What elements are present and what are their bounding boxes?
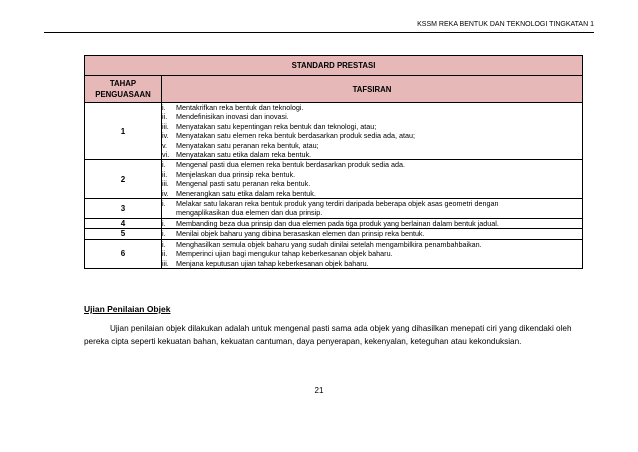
- item-text: Menghasilkan semula objek baharu yang sudah dinilai setelah mengambilkira penambahbaikan.: [176, 239, 482, 249]
- column-header-tafsiran: TAFSIRAN: [162, 76, 583, 103]
- header-divider: [44, 32, 594, 33]
- criteria-item: [162, 229, 582, 238]
- section-paragraph: [84, 323, 584, 348]
- page-number: 21: [314, 386, 324, 395]
- item-number: i.: [162, 239, 166, 249]
- criteria-item: [162, 179, 582, 188]
- level-cell: 4: [85, 218, 162, 228]
- item-text: Menyatakan satu peranan reka bentuk, atau;: [176, 140, 319, 150]
- item-text: Menyatakan satu etika dalam reka bentuk.: [176, 150, 312, 160]
- item-number: iii.: [162, 179, 169, 189]
- description-cell: [162, 218, 583, 228]
- item-number: i.: [162, 160, 166, 170]
- item-number: ii.: [162, 112, 168, 122]
- criteria-item: [162, 259, 582, 268]
- table-row: [85, 103, 583, 160]
- table-title: STANDARD PRESTASI: [85, 56, 583, 76]
- column-header-tahap: [85, 76, 162, 103]
- description-cell: [162, 229, 583, 239]
- item-number: ii.: [162, 169, 168, 179]
- table-row: [85, 229, 583, 239]
- criteria-item: [162, 141, 582, 150]
- item-text: Menjana keputusan ujian tahap keberkesanan objek baharu.: [176, 258, 369, 268]
- standard-prestasi-table: [84, 55, 583, 269]
- criteria-item: [162, 219, 582, 228]
- table-title-row: [85, 56, 583, 76]
- criteria-item: [162, 189, 582, 198]
- column-header-tahap-line1: TAHAP: [109, 79, 137, 88]
- criteria-item: [162, 240, 582, 249]
- table-header-row: [85, 76, 583, 103]
- item-number: ii.: [162, 249, 168, 259]
- criteria-item: [162, 199, 582, 208]
- item-number: vi.: [162, 150, 170, 160]
- description-cell: [162, 160, 583, 199]
- item-number: iii.: [162, 121, 169, 131]
- level-cell: 1: [85, 103, 162, 160]
- description-cell: [162, 103, 583, 160]
- level-cell: 3: [85, 199, 162, 219]
- item-text: Mengenal pasti satu peranan reka bentuk.: [176, 179, 311, 189]
- level-cell: 6: [85, 239, 162, 268]
- item-text: Menerangkan satu etika dalam reka bentuk.: [176, 188, 316, 198]
- criteria-item: [162, 150, 582, 159]
- item-text: Mentakrifkan reka bentuk dan teknologi.: [176, 103, 304, 112]
- description-cell: [162, 239, 583, 268]
- item-text: Mengenal pasti dua elemen reka bentuk berdasarkan produk sedia ada.: [176, 160, 405, 170]
- criteria-item: [162, 249, 582, 258]
- criteria-item: [162, 103, 582, 112]
- paragraph-text: Ujian penilaian objek dilakukan adalah untuk mengenal pasti sama ada objek yang dihasilkan menepati ciri yang dikendaki oleh pereka cipta seperti kekuatan bahan, kekuatan cantuman, daya penyerapan, kekenyalan, keteguhan atau kekonduksian.: [84, 324, 572, 346]
- level-cell: 5: [85, 229, 162, 239]
- table-row: [85, 218, 583, 228]
- section-title: Ujian Penilaian Objek: [84, 304, 171, 314]
- item-text: Membanding beza dua prinsip dan dua elemen pada tiga produk yang berlainan dalam bentuk jadual.: [176, 218, 499, 228]
- criteria-item: [162, 131, 582, 140]
- criteria-item: [162, 170, 582, 179]
- item-text: Menjelaskan dua prinsip reka bentuk.: [176, 169, 296, 179]
- item-text: Menyatakan satu kepentingan reka bentuk dan teknologi, atau;: [176, 121, 377, 131]
- item-number: i.: [162, 218, 166, 228]
- item-text: Melakar satu lakaran reka bentuk produk yang terdiri daripada beberapa objek asas geometri dengan: [176, 199, 499, 209]
- item-number: iv.: [162, 131, 169, 141]
- column-header-tahap-line2: PENGUASAAN: [95, 90, 151, 99]
- item-number: v.: [162, 140, 168, 150]
- item-text-continuation: mengaplikasikan dua elemen dan dua prinsip.: [176, 208, 323, 218]
- criteria-item: [162, 122, 582, 131]
- table-row: [85, 160, 583, 199]
- table-row: [85, 239, 583, 268]
- running-header: KSSM REKA BENTUK DAN TEKNOLOGI TINGKATAN 1: [417, 21, 594, 28]
- criteria-item: [162, 160, 582, 169]
- level-cell: 2: [85, 160, 162, 199]
- item-text: Menilai objek baharu yang dibina berasaskan elemen dan prinsip reka bentuk.: [176, 229, 425, 239]
- item-number: i.: [162, 199, 166, 209]
- item-number: iv.: [162, 188, 169, 198]
- item-number: i.: [162, 103, 166, 112]
- item-text: Mendefinisikan inovasi dan inovasi.: [176, 112, 289, 122]
- description-cell: [162, 199, 583, 219]
- table-row: [85, 199, 583, 219]
- item-number: i.: [162, 229, 166, 239]
- item-number: iii.: [162, 258, 169, 268]
- item-text: Menyatakan satu elemen reka bentuk berdasarkan produk sedia ada, atau;: [176, 131, 415, 141]
- item-text: Memperinci ujian bagi mengukur tahap keberkesanan objek baharu.: [176, 249, 393, 259]
- criteria-item: [162, 112, 582, 121]
